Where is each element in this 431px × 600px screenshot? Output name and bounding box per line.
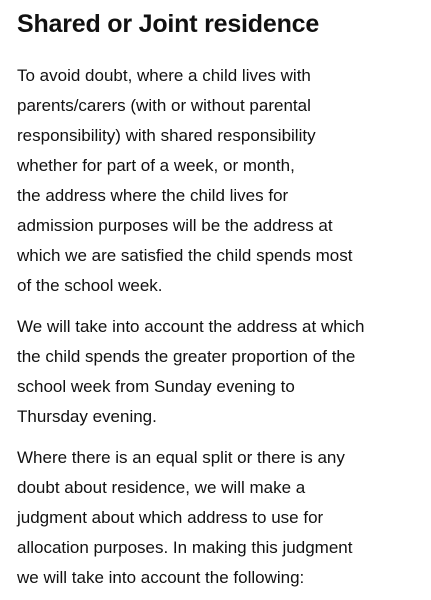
text-line: parents/carers (with or without parental bbox=[17, 96, 311, 115]
text-line: doubt about residence, we will make a bbox=[17, 478, 306, 497]
paragraph-greater-proportion bbox=[17, 312, 364, 432]
paragraph-equal-split bbox=[17, 443, 352, 593]
text-line: responsibility) with shared responsibility bbox=[17, 126, 316, 145]
section-title: Shared or Joint residence bbox=[17, 10, 320, 38]
text-line: the address where the child lives for bbox=[17, 186, 289, 205]
text-line: we will take into account the following: bbox=[17, 568, 305, 587]
text-line: We will take into account the address at which bbox=[17, 317, 365, 336]
text-line: To avoid doubt, where a child lives with bbox=[17, 66, 311, 85]
text-line: which we are satisfied the child spends most bbox=[17, 246, 353, 265]
text-line: of the school week. bbox=[17, 276, 163, 295]
paragraph-child-address-definition bbox=[17, 61, 352, 301]
text-line: Where there is an equal split or there is any bbox=[17, 448, 345, 467]
text-line: admission purposes will be the address at bbox=[17, 216, 333, 235]
text-line: judgment about which address to use for bbox=[17, 508, 324, 527]
text-line: the child spends the greater proportion of the bbox=[17, 347, 356, 366]
text-line: whether for part of a week, or month, bbox=[17, 156, 295, 175]
text-line: school week from Sunday evening to bbox=[17, 377, 295, 396]
text-line: allocation purposes. In making this judgment bbox=[17, 538, 353, 557]
text-line: Thursday evening. bbox=[17, 407, 157, 426]
